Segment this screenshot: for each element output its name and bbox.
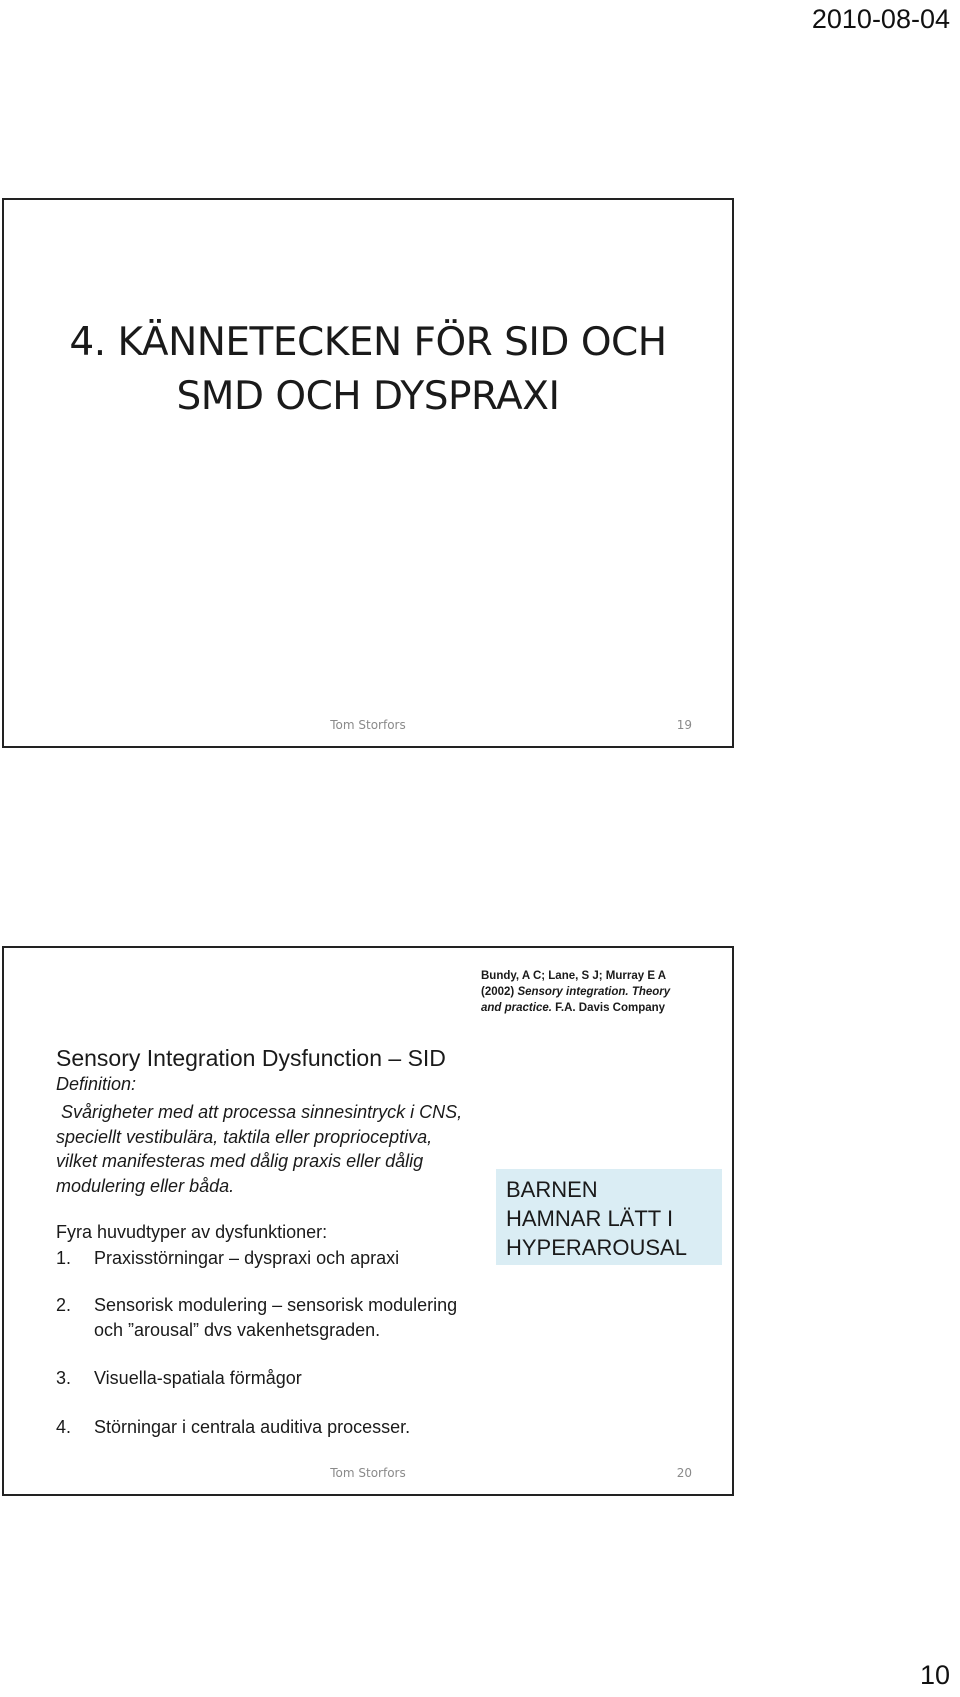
- page-date: 2010-08-04: [811, 4, 950, 34]
- list-item-text: Störningar i centrala auditiva processer.: [94, 1417, 411, 1437]
- slide-footer-author: Tom Storfors: [330, 718, 406, 732]
- slide-20: [2, 946, 734, 1496]
- citation-line-1: Bundy, A C; Lane, S J; Murray E A: [481, 970, 667, 982]
- definition-text: [56, 1100, 516, 1198]
- definition-line: vilket manifesteras med dålig praxis eller dålig: [56, 1151, 424, 1171]
- list-item-text: och ”arousal” dvs vakenhetsgraden.: [94, 1319, 381, 1340]
- list-item-number: 1.: [56, 1248, 72, 1268]
- citation-book-title-cont: and practice.: [481, 1002, 552, 1014]
- list-item-text: Praxisstörningar – dyspraxi och apraxi: [94, 1248, 400, 1268]
- citation-line-2: [481, 984, 721, 1000]
- slide-title-line-2: SMD OCH DYSPRAXI: [176, 374, 560, 419]
- callout-line: BARNEN: [506, 1177, 598, 1202]
- list-item-text: Visuella-spatiala förmågor: [94, 1368, 302, 1388]
- slide-19: [2, 198, 734, 748]
- slide-footer-number: 20: [676, 1466, 692, 1480]
- list-item-text: Sensorisk modulering – sensorisk modulering: [94, 1295, 458, 1315]
- definition-line: Svårigheter med att processa sinnesintryck i CNS,: [56, 1102, 463, 1122]
- sid-heading: Sensory Integration Dysfunction – SID: [56, 1045, 446, 1071]
- callout-line: HYPERAROUSAL: [506, 1235, 687, 1260]
- definition-label: Definition:: [56, 1074, 137, 1094]
- definition-line: modulering eller båda.: [56, 1175, 235, 1196]
- citation-year: (2002): [481, 986, 518, 998]
- slide-footer-author: Tom Storfors: [330, 1466, 406, 1480]
- citation-publisher: F.A. Davis Company: [551, 1002, 666, 1014]
- list-item-number: 2.: [56, 1295, 72, 1315]
- slide-title-line-1: 4. KÄNNETECKEN FÖR SID OCH: [69, 320, 667, 365]
- slide-title: [4, 316, 732, 424]
- hyperarousal-callout: [496, 1169, 722, 1265]
- types-heading: Fyra huvudtyper av dysfunktioner:: [56, 1222, 328, 1242]
- callout-line: HAMNAR LÄTT I: [506, 1206, 674, 1231]
- slide-footer-number: 19: [676, 718, 692, 732]
- list-item-number: 4.: [56, 1417, 72, 1437]
- citation: [481, 968, 721, 1016]
- citation-line-3: [481, 1000, 721, 1016]
- list-item-number: 3.: [56, 1368, 72, 1388]
- citation-book-title: Sensory integration. Theory: [517, 986, 671, 998]
- definition-line: speciellt vestibulära, taktila eller proprioceptiva,: [56, 1126, 433, 1147]
- page-number: 10: [919, 1660, 950, 1690]
